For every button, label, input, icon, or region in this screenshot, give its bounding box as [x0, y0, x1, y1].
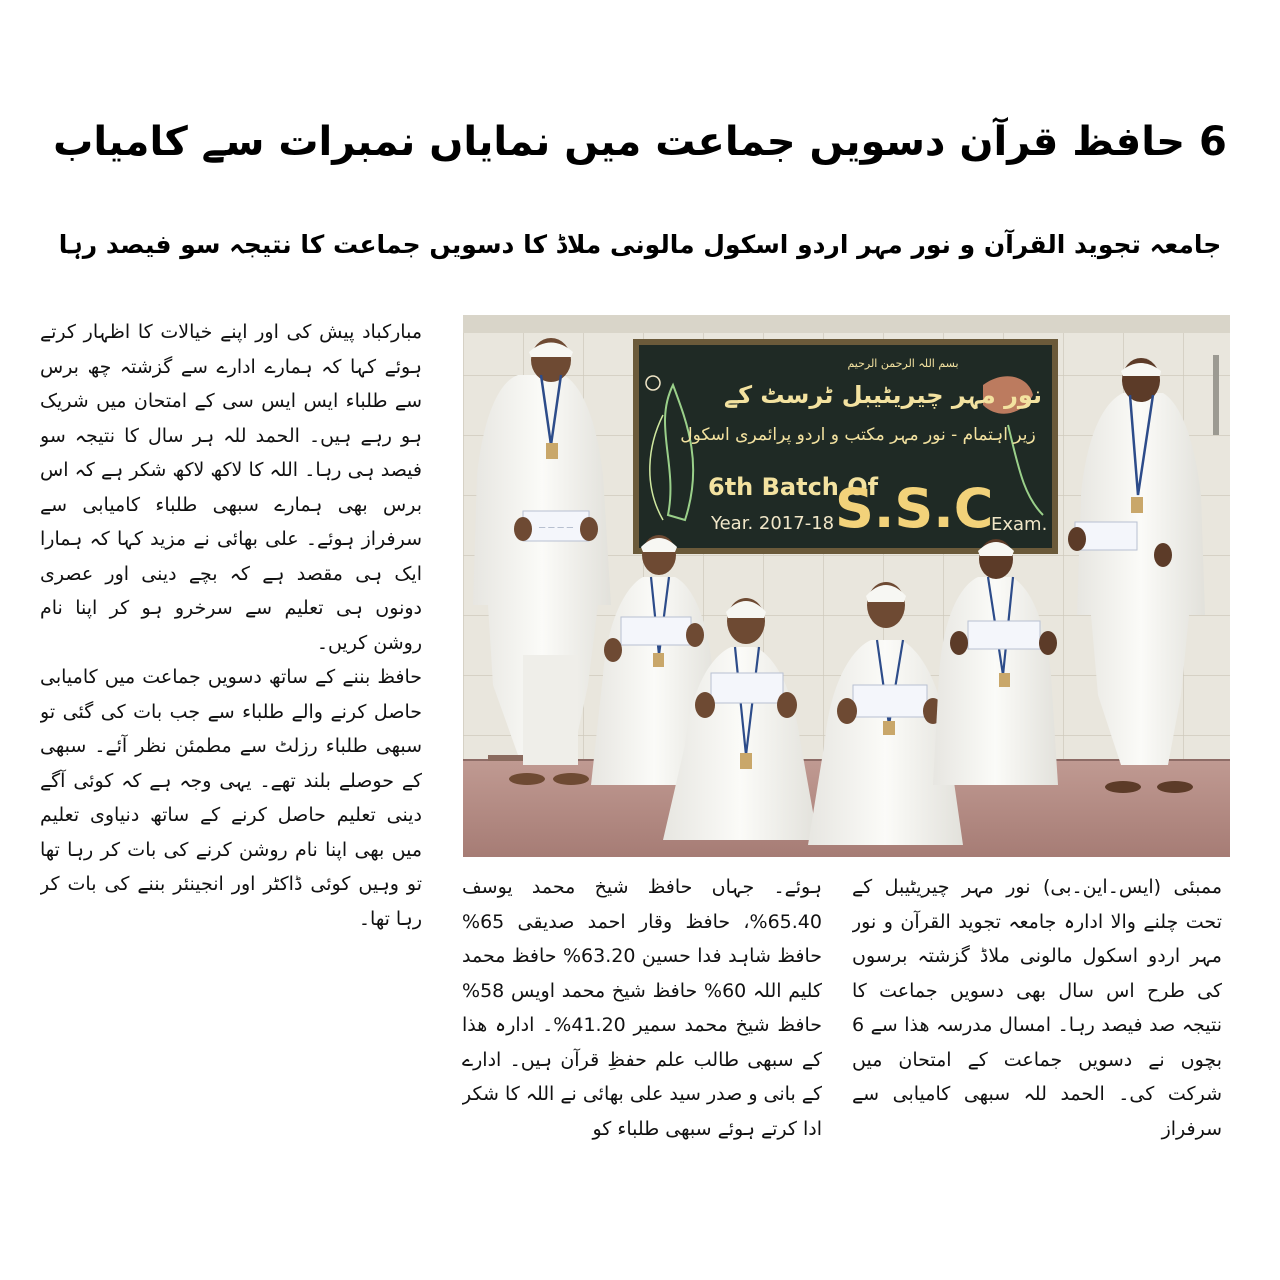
board-bismillah: بسم اللہ الرحمن الرحیم	[847, 357, 959, 370]
board-ssc: S.S.C	[835, 477, 994, 540]
article-paragraph: ممبئی (ایس۔این۔بی) نور مہر چیریٹیبل کے تحت چلنے والا ادارہ جامعہ تجوید القرآن و نور مہر اردو اسکول مالونی ملاڈ گزشتہ برسوں کی طرح اس سال بھی دسویں جماعت کا نتیجہ صد فیصد رہا۔ امسال مدرسہ ھذا سے 6 بچوں نے دسویں جماعت کے امتحان میں شرکت کی۔ الحمد للہ سبھی کامیابی سے سرفراز	[852, 876, 1222, 1140]
board-year: Year. 2017-18	[711, 513, 835, 534]
board-batch: 6th Batch Of	[708, 473, 879, 501]
svg-text:— — — —: — — — —	[538, 523, 574, 531]
article-column-right	[852, 870, 1222, 1230]
wall-pipe	[1213, 355, 1219, 435]
board-line2: زیر اہتمام - نور مہر مکتب و اردو پرائمری اسکول	[680, 425, 1036, 445]
subheadline: جامعہ تجوید القرآن و نور مہر اردو اسکول مالونی ملاڈ کا دسویں جماعت کا نتیجہ سو فیصد رہا	[58, 230, 1222, 259]
chalkboard	[633, 339, 1058, 554]
wall-top-band	[463, 315, 1230, 333]
article-column-left	[40, 315, 422, 1175]
headline: 6 حافظ قرآن دسویں جماعت میں نمایاں نمبرات سے کامیاب	[53, 119, 1227, 165]
article-paragraph: حافظ بننے کے ساتھ دسویں جماعت میں کامیابی حاصل کرنے والے طلباء سے جب بات کی گئی تو سبھی طلباء رزلٹ سے مطمئن نظر آئے۔ سبھی کے حوصلے بلند تھے۔ یہی وجہ ہے کہ کوئی آگے دینی تعلیم حاصل کرنے کے ساتھ دنیاوی تعلیم میں بھی اپنا نام روشن کرنے کی بات کر رہا تھا تو وہیں کوئی ڈاکٹر اور انجینئر بننے کی بات کر رہا تھا۔	[40, 666, 422, 930]
board-line1: نور مہر چیریٹیبل ٹرسٹ کے	[724, 381, 1042, 409]
board-exam: Exam.	[991, 514, 1048, 535]
news-photo	[463, 315, 1230, 857]
article-paragraph: ہوئے۔ جہاں حافظ شیخ محمد یوسف 65.40%، حافظ وقار احمد صدیقی 65% حافظ شاہد فدا حسین 63.20% حافظ محمد کلیم اللہ 60% حافظ شیخ محمد اویس 58% حافظ شیخ محمد سمیر 41.20%۔ ادارہ ھذا کے سبھی طالب علم حفظِ قرآن ہیں۔ ادارے کے بانی و صدر سید علی بھائی نے اللہ کا شکر ادا کرتے ہوئے سبھی طلباء کو	[462, 876, 822, 1140]
article-column-middle	[462, 870, 822, 1230]
article-paragraph: مبارکباد پیش کی اور اپنے خیالات کا اظہار کرتے ہوئے کہا کہ ہمارے ادارے سے گزشتہ چھ برس سے طلباء ایس ایس سی کے امتحان میں شریک ہو رہے ہیں۔ الحمد للہ ہر سال کا نتیجہ سو فیصد ہی رہا۔ اللہ کا لاکھ لاکھ شکر ہے کہ اس برس بھی ہمارے سبھی طلباء کامیابی سے سرفراز ہوئے۔ علی بھائی نے مزید کہا کہ ہمارا ایک ہی مقصد ہے کہ بچے دینی اور عصری دونوں ہی تعلیم سے سرخرو ہو کر اپنا نام روشن کریں۔	[40, 321, 422, 654]
